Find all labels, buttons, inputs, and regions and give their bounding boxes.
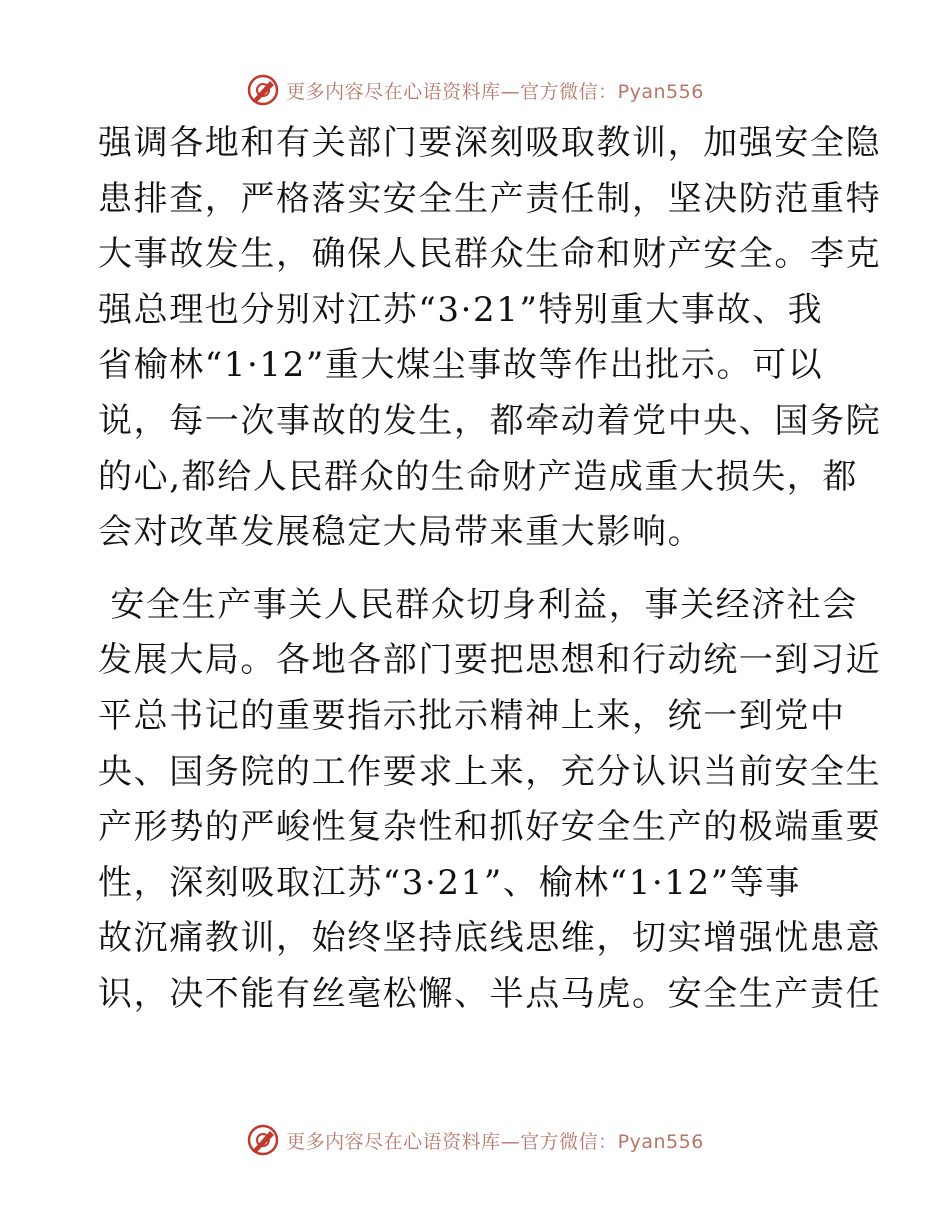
text-line: 大事故发生，确保人民群众生命和财产安全。李克 — [98, 234, 882, 275]
footer-banner-text: 更多内容尽在心语资料库—官方微信：Pyan556 — [286, 1130, 704, 1153]
text-line: 识，决不能有丝毫松懈、半点马虎。安全生产责任 — [98, 973, 882, 1014]
text-line: 省榆林“1·12”重大煤尘事故等作出批示。可以 — [98, 345, 824, 386]
paragraph — [98, 116, 882, 561]
text-line: 性，深刻吸取江苏“3·21”、榆林“1·12”等事 — [98, 862, 801, 903]
text-line: 平总书记的重要指示批示精神上来，统一到党中 — [98, 695, 846, 736]
pen-logo-icon — [246, 1123, 280, 1157]
document-body — [98, 116, 882, 1023]
text-line: 说，每一次事故的发生，都牵动着党中央、国务院 — [98, 400, 882, 441]
paragraph — [98, 578, 882, 1023]
header-banner-text: 更多内容尽在心语资料库—官方微信：Pyan556 — [286, 80, 704, 103]
text-line: 产形势的严峻性复杂性和抓好安全生产的极端重要 — [98, 807, 882, 848]
pen-logo-icon — [246, 73, 280, 107]
text-line: 的心,都给人民群众的生命财产造成重大损失，都 — [98, 456, 859, 497]
text-line: 患排查，严格落实安全生产责任制，坚决防范重特 — [98, 178, 882, 219]
text-line: 会对改革发展稳定大局带来重大影响。 — [98, 512, 704, 553]
text-line: 强总理也分别对江苏“3·21”特别重大事故、我 — [98, 289, 824, 330]
header-banner — [0, 70, 950, 110]
text-line: 央、国务院的工作要求上来，充分认识当前安全生 — [98, 751, 882, 792]
text-line: 故沉痛教训，始终坚持底线思维，切实增强忧患意 — [98, 918, 882, 959]
footer-banner — [0, 1120, 950, 1160]
text-line: 发展大局。各地各部门要把思想和行动统一到习近 — [98, 640, 882, 681]
text-line: 强调各地和有关部门要深刻吸取教训，加强安全隐 — [98, 123, 882, 163]
text-line: 安全生产事关人民群众切身利益，事关经济社会 — [98, 584, 859, 625]
